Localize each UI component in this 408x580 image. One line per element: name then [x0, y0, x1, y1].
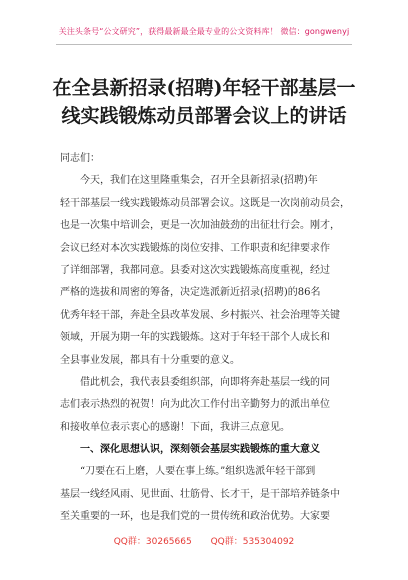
paragraph-line: 和接收单位表示衷心的感谢！下面，我讲三点意见。 [60, 421, 290, 433]
paragraph-line: 了详细部署，我都同意。县委对这次实践锻炼高度重视，经过 [60, 264, 330, 276]
paragraph-line: 也是一次集中培训会，更是一次加油鼓劲的出征壮行会。刚才， [60, 220, 340, 232]
paragraph-line: 领域，开展为期一年的实践锻炼。这对于年轻干部个人成长和 [60, 332, 330, 344]
paragraph-line: “刀要在石上磨，人要在事上练。”组织选派年轻干部到 [80, 466, 316, 478]
footer-qq-group-1: QQ群：30265665 [113, 537, 192, 547]
paragraph-line: 借此机会，我代表县委组织部，向即将奔赴基层一线的同 [80, 376, 330, 388]
paragraph-line: 轻干部基层一线实践锻炼动员部署会议。这既是一次岗前动员会， [60, 197, 350, 209]
paragraph-line: 基层一线经风雨、见世面、壮筋骨、长才干，是干部培养链条中 [60, 488, 340, 500]
footer-contact [0, 534, 408, 547]
paragraph-line: 优秀年轻干部，奔赴全县改革发展、乡村振兴、社会治理等关键 [60, 309, 340, 321]
body-text [60, 148, 350, 529]
footer-qq-group-2: QQ群：535304092 [210, 537, 295, 547]
paragraph-line: 严格的选拔和周密的筹备，决定选派新近招录(招聘)的86名 [60, 287, 321, 299]
paragraph-line: 志们表示热烈的祝贺！向为此次工作付出辛勤努力的派出单位 [60, 399, 330, 411]
header-divider [56, 44, 352, 45]
document-title [30, 74, 378, 130]
paragraph-line: 全县事业发展，都具有十分重要的意义。 [60, 354, 240, 366]
paragraph-line: 会议已经对本次实践锻炼的岗位安排、工作职责和纪律要求作 [60, 242, 330, 254]
paragraph-line: 至关重要的一环，也是我们党的一贯传统和政治优势。大家要 [60, 511, 330, 523]
section-heading: 一、深化思想认识，深刻领会基层实践锻炼的重大意义 [80, 444, 320, 456]
title-line: 线实践锻炼动员部署会议上的讲话 [61, 105, 347, 127]
salutation: 同志们： [60, 153, 100, 164]
title-line: 在全县新招录(招聘)年轻干部基层一 [52, 77, 356, 99]
header-note: 关注头条号“公文研究”，获得最新最全最专业的公文资料库！ 微信：gongwenyj [58, 27, 350, 36]
paragraph-line: 今天，我们在这里隆重集会，召开全县新招录(招聘)年 [80, 175, 318, 187]
